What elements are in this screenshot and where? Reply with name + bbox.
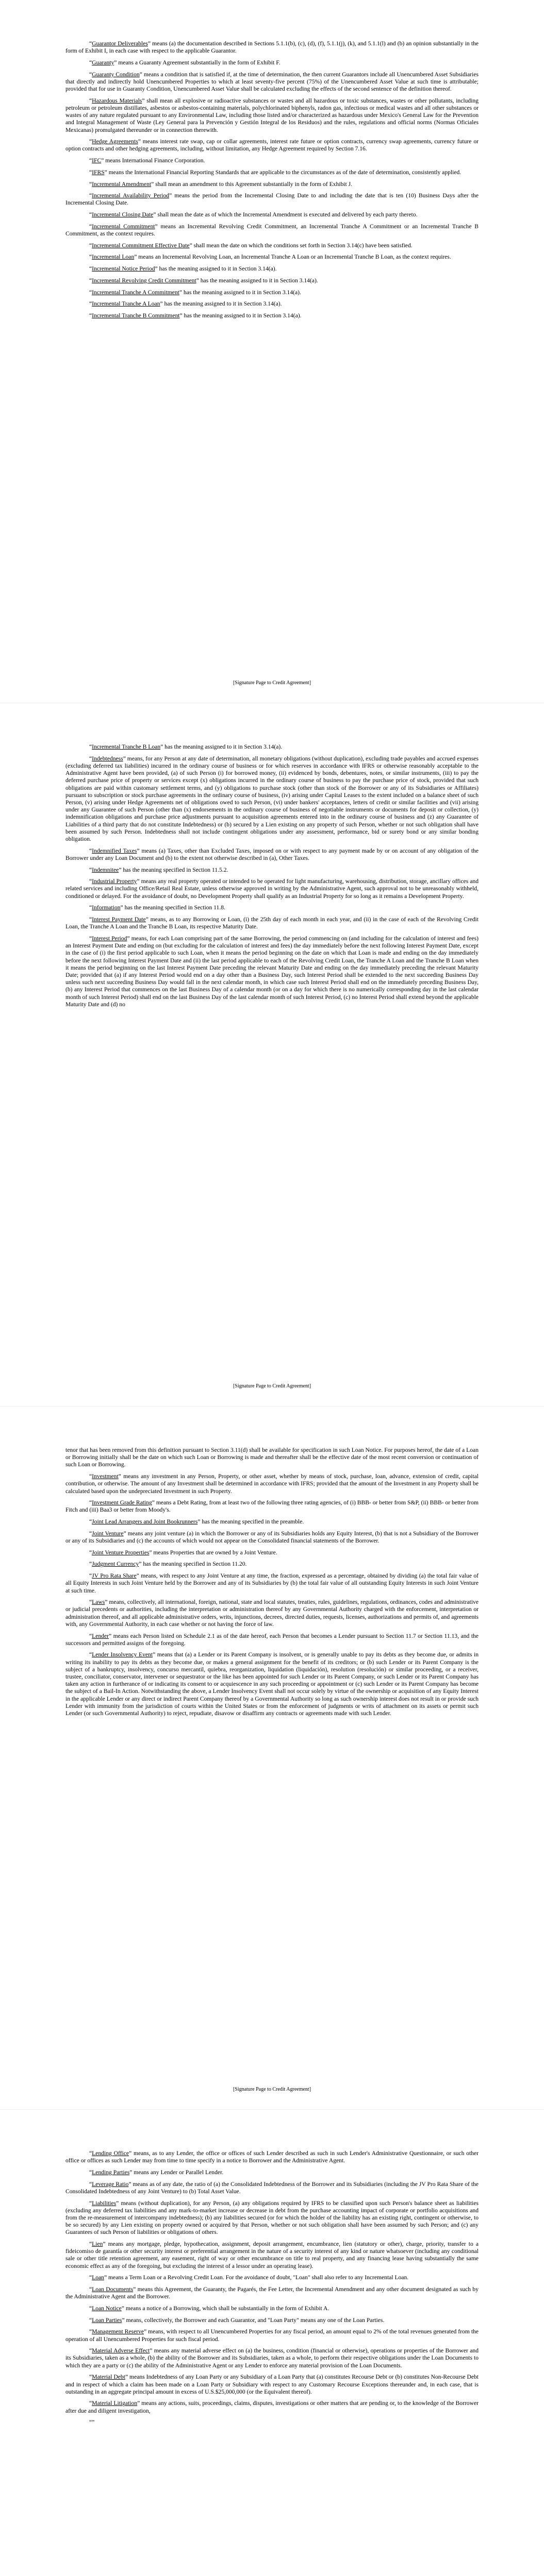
definition-text: means the period from the Incremental Closing Date to and including the date that is ten (10) Business Days after the Incremental Closing Date.	[65, 192, 479, 207]
definition-text: means any real property operated or intended to be operated for light manufacturing, warehousing, distribution, storage, ancillary offices and related services and including Office/Retail Real Estate, unless otherwise approved in writing by the Administrative Agent, such approval not to be unreasonably withheld, conditioned or delayed. For the avoidance of doubt, no Development Property shall qualify as an Industrial Property for so long as it remains a Development Property.	[65, 878, 479, 900]
definition-text: means this Agreement, the Guaranty, the Pagarés, the Fee Letter, the Incremental Amendment and any other document designated as such by the Administrative Agent and the Borrower.	[65, 2286, 479, 2300]
definition-text: means any actions, suits, proceedings, claims, disputes, investigations or other matters that are pending or, to the knowledge of the Borrower after due and diligent investigation,	[65, 2400, 479, 2414]
definition: “JV Pro Rata Share” means, with respect to any Joint Venture at any time, the fraction, expressed as a percentage, obtained by dividing (a) the total fair value of all Equity Interests in such Joint Venture held by the Borrower and any of its Subsidiaries by (b) the total fair value of all outstanding Equity Interests in such Joint Venture at such time.	[65, 1572, 479, 1594]
defined-term: Incremental Tranche B Commitment	[92, 312, 180, 319]
definition-text: has the meaning specified in Section 11.20.	[141, 1561, 247, 1568]
definition-text: shall mean all explosive or radioactive substances or wastes and all hazardous or toxic substances, wastes or other pollutants, including petroleum or petroleum distillates, asbestos or asbestos-containing materials, polychlorinated biphenyls, radon gas, infectious or medical wastes and all other substances or wastes of any nature regulated pursuant to any Environmental Law, including those listed and/or characterized as hazardous under Mexico's General Law for the Prevention and Integral Management of Waste (Ley General para la Prevención y Gestión Integral de los Residuos) and the rules, regulations and official norms (Normas Oficiales Mexicanas) promulgated thereunder or in connection therewith.	[65, 97, 479, 133]
defined-term: Incremental Tranche B Loan	[92, 743, 161, 750]
definition-text: means, collectively, all international, foreign, national, state and local statutes, treaties, rules, guidelines, regulations, ordinances, codes and administrative or judicial precedents or authorities, including the interpretation or administration thereof by any Governmental Authority charged with the enforcement, interpretation or administration thereof, and all applicable administrative orders, writs, injunctions, decrees, directed duties, requests, licenses, authorizations and permits of, and agreements with, any Governmental Authority, in each case whether or not having the force of law.	[65, 1599, 479, 1628]
definition: “Loan Documents” means this Agreement, the Guaranty, the Pagarés, the Fee Letter, the Incremental Amendment and any other document designated as such by the Administrative Agent and the Borrower.	[65, 2286, 479, 2300]
definition-text: has the meaning assigned to it in Section 3.14(a).	[199, 277, 318, 284]
defined-term: Incremental Closing Date	[92, 211, 154, 218]
definition: “Loan Parties” means, collectively, the Borrower and each Guarantor, and "Loan Party" means any one of the Loan Parties.	[89, 2316, 385, 2324]
definition: “Indemnified Taxes” means (a) Taxes, other than Excluded Taxes, imposed on or with respect to any payment made by or on account of any obligation of the Borrower under any Loan Document and (b) to the extent not otherwise described in (a), Other Taxes.	[65, 847, 479, 861]
definition-text: means, collectively, the Borrower and each Guarantor, and "Loan Party" means any one of the Loan Parties.	[124, 2316, 385, 2324]
defined-term: Incremental Tranche A Commitment	[92, 289, 179, 296]
definition: “Information” has the meaning specified in Section 11.8.	[89, 904, 225, 911]
definition: “Laws” means, collectively, all international, foreign, national, state and local statutes, treaties, rules, guidelines, regulations, ordinances, codes and administrative or judicial precedents or authorities, including the interpretation or administration thereof by any Governmental Authority charged with the enforcement, interpretation or administration thereof, and all applicable administrative orders, writs, injunctions, decrees, directed duties, requests, licenses, authorizations and permits of, and agreements with, any Governmental Authority, in each case whether or not having the force of law.	[65, 1599, 479, 1628]
definition: “Material Litigation” means any actions, suits, proceedings, claims, disputes, investigations or other matters that are pending or, to the knowledge of the Borrower after due and diligent investigation,	[65, 2400, 479, 2414]
definition-text: means any mortgage, pledge, hypothecation, assignment, deposit arrangement, encumbrance, lien (statutory or other), charge, priority, transfer to a fideicomiso de garantía or other security interest or preferential arrangement in the nature of a security interest of any kind or nature whatsoever (including any conditional sale or other title retention agreement, any easement, right of way or other encumbrance on title to real property, and any financing lease having substantially the same economic effect as any of the foregoing, but excluding the interest of a lessor under an operating lease).	[65, 2241, 479, 2269]
definition-text: means that (a) a Lender or its Parent Company is insolvent, or is generally unable to pay its debts as they become due, or admits in writing its inability to pay its debts as they become due, or makes a general assignment for the benefit of its creditors; or (b) such Lender or its Parent Company is the subject of a bankruptcy, insolvency, concurso mercantil, quiebra, reorganization, liquidation (liquidación), resolution (resolución) or similar proceeding, or a receiver, trustee, conciliator, conservator, intervener or sequestrator or the like has been appointed for such Lender or its Parent Company, or such Lender or its Parent Company has taken any action in furtherance of or indicating its consent to or acquiescence in any such proceeding or appointment or (c) such Lender or its Parent Company has become the subject of a Bail-In Action. Notwithstanding the above, a Lender Insolvency Event shall not occur solely by virtue of the ownership or acquisition of any Equity Interest in the applicable Lender or any direct or indirect Parent Company thereof by a Governmental Authority so long as such ownership interest does not result in or provide such Lender with immunity from the jurisdiction of courts within the United States or from the enforcement of judgments or writs of attachment on its assets or permit such Lender (or such Governmental Authority) to reject, repudiate, disavow or disaffirm any contracts or agreements made with such Lender.	[65, 1651, 479, 1717]
definition-text: has the meaning assigned to it in Section 3.14(a).	[182, 312, 302, 319]
defined-term: Laws	[92, 1599, 105, 1606]
definition: “Joint Lead Arrangers and Joint Bookrunners” has the meaning specified in the preamble.	[89, 1518, 304, 1526]
defined-term: Liabilities	[92, 2199, 117, 2207]
definitions-list	[65, 743, 479, 1013]
definition: “Joint Venture Properties” means Properties that are owned by a Joint Venture.	[89, 1549, 277, 1556]
defined-term: Interest Payment Date	[92, 916, 146, 923]
definition: “Lien” means any mortgage, pledge, hypothecation, assignment, deposit arrangement, encumbrance, lien (statutory or other), charge, priority, transfer to a fideicomiso de garantía or other security interest or preferential arrangement in the nature of a security interest of any kind or nature whatsoever (including any conditional sale or other title retention agreement, any easement, right of way or other encumbrance on title to real property, and any financing lease having substantially the same economic effect as any of the foregoing, but excluding the interest of a lessor under an operating lease).	[65, 2241, 479, 2269]
defined-term: Hazardous Materials	[92, 97, 142, 104]
defined-term: Loan Parties	[92, 2316, 122, 2324]
definition: “Incremental Tranche A Commitment” has the meaning assigned to it in Section 3.14(a).	[89, 289, 301, 296]
definition: “Incremental Tranche B Loan” has the meaning assigned to it in Section 3.14(a).	[89, 743, 283, 750]
definition-text: means any material adverse effect on (a) the business, condition (financial or otherwise), operations or properties of the Borrower and its Subsidiaries, taken as a whole, (b) the ability of the Borrower and its Subsidiaries, taken as a whole, to perform their respective obligations under the Loan Documents to which they are a party or (c) the ability of the Administrative Agent or any Lender to enforce any material provision of the Loan Documents.	[65, 2347, 479, 2369]
definition-text: has the meaning specified in Section 11.5.2.	[121, 866, 228, 873]
defined-term: Investment	[92, 1473, 119, 1480]
definition: “Loan Notice” means a notice of a Borrowing, which shall be substantially in the form of Exhibit A.	[89, 2304, 329, 2312]
definition-text: means (a) Taxes, other than Excluded Taxes, imposed on or with respect to any payment made by or on account of any obligation of the Borrower under any Loan Document and (b) to the extent not otherwise described in (a), Other Taxes.	[65, 847, 479, 861]
definition-text: has the meaning assigned to it in Section 3.14(a).	[157, 265, 277, 273]
definition: “Incremental Tranche A Loan” has the meaning assigned to it in Section 3.14(a).	[89, 300, 282, 308]
page-footer: [Signature Page to Credit Agreement]	[233, 1383, 311, 1389]
defined-term: Incremental Availability Period	[92, 192, 170, 199]
defined-term: Incremental Notice Period	[92, 265, 155, 273]
definition: “Lending Office” means, as to any Lender, the office or offices of such Lender described as such in such Lender's Administrative Questionnaire, or such other office or offices as such Lender may from time to time specify in a notice to Borrower and the Administrative Agent.	[65, 2150, 479, 2164]
definition-text: shall mean the date on which the conditions set forth in Section 3.14(c) have been satisfied.	[192, 242, 413, 249]
defined-term: Lien	[92, 2241, 103, 2248]
defined-term: Management Reserve	[92, 2328, 144, 2335]
definition: “Interest Period” means, for each Loan comprising part of the same Borrowing, the period commencing on (and including for the calculation of interest and fees) an Interest Payment Date and ending on (but excluding for the calculation of interest and fees) the day immediately before the next following Interest Payment Date, except in the case of (i) the first period applicable to such Loan, when it means the period beginning on the date on which that Loan is made and ending on the day immediately before the next following Interest Payment Date and (ii) the last period applicable to each of the Revolving Credit Loan, the Tranche A Loan and the Tranche B Loan when it means the period beginning on the last Interest Payment Date preceding the relevant Maturity Date and ending on the day immediately preceding the relevant Maturity Date; provided that (a) if any Interest Period would end on a day other than a Business Day, such Interest Period shall be extended to the next succeeding Business Day unless such next succeeding Business Day would fall in the next calendar month, in which case such Interest Period shall end on the immediately preceding Business Day, (b) any Interest Period that commences on the last Business Day of a calendar month (or on a day for which there is no numerically corresponding day in the last calendar month of such Interest Period) shall end on the last Business Day of the last calendar month of such Interest Period, (c) no Interest Period shall extend beyond the applicable Maturity Date and (d) no	[65, 935, 479, 1008]
defined-term: Material Adverse Effect	[92, 2347, 150, 2354]
definition-text: means, for any Person at any date of determination, all monetary obligations (without duplication), excluding trade payables and accrued expenses (excluding deferred tax liabilities) incurred in the ordinary course of business or for which reserves in accordance with IFRS or otherwise reasonably acceptable to the Administrative Agent have been provided, (a) of such Person (i) for borrowed money, (ii) evidenced by bonds, debentures, notes, or similar instruments, (iii) to pay the deferred purchase price of property or services except (x) obligations incurred in the ordinary course of business to pay the purchase price of stock, provided that such obligations are paid within customary settlement terms, and (y) obligations to purchase stock (other than stock of the Borrower or any of its Subsidiaries or Affiliates) pursuant to subscription or stock purchase agreements in the ordinary course of business, (iv) arising under Capital Leases to the extent included on a balance sheet of such Person, (v) arising under Hedge Agreements net of obligations owed to such Person, (vi) under bankers' acceptances, letters of credit or similar facilities and (vii) arising under any Guarantee of such Person (other than (x) endorsements in the ordinary course of business of negotiable instruments or documents for deposit or collection, (y) indemnification obligations and purchase price adjustments pursuant to acquisition agreements entered into in the ordinary course of business and (z) any Guarantee of Liabilities of a third party that do not constitute Indebtedness) or (b) secured by a Lien existing on any property of such Person, whether or not such obligation shall have been assumed by such Person. Indebtedness shall not include contingent obligations under any assessment, performance, bid or surety bond or any similar bonding obligation.	[65, 755, 479, 842]
definition: “Lender Insolvency Event” means that (a) a Lender or its Parent Company is insolvent, or is generally unable to pay its debts as they become due, or admits in writing its inability to pay its debts as they become due, or makes a general assignment for the benefit of its creditors; or (b) such Lender or its Parent Company is the subject of a bankruptcy, insolvency, concurso mercantil, quiebra, reorganization, liquidation (liquidación), resolution (resolución) or similar proceeding, or a receiver, trustee, conciliator, conservator, intervener or sequestrator or the like has been appointed for such Lender or its Parent Company, or such Lender or its Parent Company has taken any action in furtherance of or indicating its consent to or acquiescence in any such proceeding or appointment or (c) such Lender or its Parent Company has become the subject of a Bail-In Action. Notwithstanding the above, a Lender Insolvency Event shall not occur solely by virtue of the ownership or acquisition of any Equity Interest in the applicable Lender or any direct or indirect Parent Company thereof by a Governmental Authority so long as such ownership interest does not result in or provide such Lender with immunity from the jurisdiction of courts within the United States or from the enforcement of judgments or writs of attachment on its assets or permit such Lender (or such Governmental Authority) to reject, repudiate, disavow or disaffirm any contracts or agreements made with such Lender.	[65, 1651, 479, 1717]
definition-text: means any Lender or Parallel Lender.	[132, 2168, 224, 2176]
definition: “Incremental Amendment” shall mean an amendment to this Agreement substantially in the form of Exhibit J.	[89, 180, 353, 188]
definition-text: means a condition that is satisfied if, at the time of determination, the then current Guarantors include all Unencumbered Asset Subsidiaries that directly and indirectly hold Unencumbered Properties to which at least seventy-five percent (75%) of the Unencumbered Asset Value at such time is attributable; provided that for use in Guaranty Condition, Unencumbered Asset Value shall be calculated excluding the effects of the second sentence of the definition thereof.	[65, 71, 479, 93]
definition-text: has the meaning assigned to it in Section 3.14(a).	[163, 743, 283, 750]
defined-term: Material Litigation	[92, 2400, 138, 2407]
defined-term: Hedge Agreements	[92, 138, 138, 145]
definitions-list	[65, 40, 479, 324]
definition-text: means a Guaranty Agreement substantially in the form of Exhibit F.	[117, 59, 281, 66]
defined-term: Interest Period	[92, 935, 127, 942]
defined-term: Joint Venture	[92, 1530, 124, 1537]
definition-text: means, as to any Borrowing or Loan, (i) the 25th day of each month in each year, and (ii) in the case of each of the Revolving Credit Loan, the Tranche A Loan and the Tranche B Loan, its respective Maturity Date.	[65, 916, 479, 930]
defined-term: Loan Documents	[92, 2286, 134, 2293]
definition-text: has the meaning specified in Section 11.8.	[123, 904, 225, 911]
definition: “Investment” means any investment in any Person, Property, or other asset, whether by means of stock, purchase, loan, advance, extension of credit, capital contribution, or otherwise. The amount of any Investment shall be determined in accordance with IFRS; provided that the amount of the Investment in any Property shall be calculated based upon the undepreciated Investment in such Property.	[65, 1473, 479, 1495]
defined-term: Guaranty	[92, 59, 114, 66]
defined-term: Guaranty Condition	[92, 71, 140, 78]
defined-term: Lending Parties	[92, 2168, 130, 2176]
definition: “Industrial Property” means any real property operated or intended to be operated for light manufacturing, warehousing, distribution, storage, ancillary offices and related services and including Office/Retail Real Estate, unless otherwise approved in writing by the Administrative Agent, such approval not to be unreasonably withheld, conditioned or delayed. For the avoidance of doubt, no Development Property shall qualify as an Industrial Property for so long as it remains a Development Property.	[65, 878, 479, 900]
defined-term: IFC	[92, 157, 102, 164]
defined-term: Investment Grade Rating	[92, 1499, 152, 1506]
definition: “Loan” means a Term Loan or a Revolving Credit Loan. For the avoidance of doubt, "Loan" shall also refer to any Incremental Loan.	[89, 2274, 409, 2281]
defined-term: Material Debt	[92, 2374, 125, 2381]
definition: “Indebtedness” means, for any Person at any date of determination, all monetary obligations (without duplication), excluding trade payables and accrued expenses (excluding deferred tax liabilities) incurred in the ordinary course of business or for which reserves in accordance with IFRS or otherwise reasonably acceptable to the Administrative Agent have been provided, (a) of such Person (i) for borrowed money, (ii) evidenced by bonds, debentures, notes, or similar instruments, (iii) to pay the deferred purchase price of property or services except (x) obligations incurred in the ordinary course of business to pay the purchase price of stock, provided that such obligations are paid within customary settlement terms, and (y) obligations to purchase stock (other than stock of the Borrower or any of its Subsidiaries or Affiliates) pursuant to subscription or stock purchase agreements in the ordinary course of business, (iv) arising under Capital Leases to the extent included on a balance sheet of such Person, (v) arising under Hedge Agreements net of obligations owed to such Person, (vi) under bankers' acceptances, letters of credit or similar facilities and (vii) arising under any Guarantee of such Person (other than (x) endorsements in the ordinary course of business of negotiable instruments or documents for deposit or collection, (y) indemnification obligations and purchase price adjustments pursuant to acquisition agreements entered into in the ordinary course of business and (z) any Guarantee of Liabilities of a third party that do not constitute Indebtedness) or (b) secured by a Lien existing on any property of such Person, whether or not such obligation shall have been assumed by such Person. Indebtedness shall not include contingent obligations under any assessment, performance, bid or surety bond or any similar bonding obligation.	[65, 755, 479, 842]
definition: “Hedge Agreements” means interest rate swap, cap or collar agreements, interest rate future or option contracts, currency swap agreements, currency future or option contracts and other hedging agreements, including, without limitation, any Hedge Agreement required by Section 7.16.	[65, 138, 479, 152]
defined-term: Indebtedness	[92, 755, 123, 762]
definition: “Incremental Commitment” means an Incremental Revolving Credit Commitment, an Incremental Tranche A Commitment or an Incremental Tranche B Commitment, as the context requires.	[65, 223, 479, 238]
page-footer: [Signature Page to Credit Agreement]	[233, 680, 311, 686]
definition-text: means a Debt Rating, from at least two of the following three rating agencies, of (i) BBB- or better from S&P, (ii) BBB- or better from Fitch and (iii) Baa3 or better from Moody's.	[65, 1499, 479, 1514]
definition: “”	[89, 2419, 95, 2426]
definition-text: means the International Financial Reporting Standards that are applicable to the circumstances as of the date of determination, consistently applied.	[107, 168, 461, 176]
definition-text: has the meaning assigned to it in Section 3.14(a).	[162, 300, 282, 308]
defined-term: Indemnified Taxes	[92, 847, 137, 854]
document-page-1	[0, 0, 544, 703]
definition: “Liabilities” means (without duplication), for any Person, (a) any obligations required by IFRS to be classified upon such Person's balance sheet as liabilities (excluding any deferred tax liabilities and any mark-to-market increase or decrease in debt from the purchase accounting impact of corporate or portfolio acquisitions and from the re-measurement of intercompany indebtedness); (b) any liabilities secured (or for which the holder of the liability has an existing right, contingent or otherwise, to be so secured) by any Lien existing on property owned or acquired by that Person, whether or not such obligation shall have been assumed by such Person; and (c) any Guarantees of such Person of liabilities or obligations of others.	[65, 2199, 479, 2236]
definition-text: means, for each Loan comprising part of the same Borrowing, the period commencing on (and including for the calculation of interest and fees) an Interest Payment Date and ending on (but excluding for the calculation of interest and fees) the day immediately before the next following Interest Payment Date, except in the case of (i) the first period applicable to such Loan, when it means the period beginning on the date on which that Loan is made and ending on the day immediately before the next following Interest Payment Date and (ii) the last period applicable to each of the Revolving Credit Loan, the Tranche A Loan and the Tranche B Loan when it means the period beginning on the last Interest Payment Date preceding the relevant Maturity Date and ending on the day immediately preceding the relevant Maturity Date; provided that (a) if any Interest Period would end on a day other than a Business Day, such Interest Period shall be extended to the next succeeding Business Day unless such next succeeding Business Day would fall in the next calendar month, in which case such Interest Period shall end on the immediately preceding Business Day, (b) any Interest Period that commences on the last Business Day of a calendar month (or on a day for which there is no numerically corresponding day in the last calendar month of such Interest Period) shall end on the last Business Day of the last calendar month of such Interest Period, (c) no Interest Period shall extend beyond the applicable Maturity Date and (d) no	[65, 935, 479, 1008]
definition: “Hazardous Materials” shall mean all explosive or radioactive substances or wastes and all hazardous or toxic substances, wastes or other pollutants, including petroleum or petroleum distillates, asbestos or asbestos-containing materials, polychlorinated biphenyls, radon gas, infectious or medical wastes and all other substances or wastes of any nature regulated pursuant to any Environmental Law, including those listed and/or characterized as hazardous under Mexico's General Law for the Prevention and Integral Management of Waste (Ley General para la Prevención y Gestión Integral de los Residuos) and the rules, regulations and official norms (Normas Oficiales Mexicanas) promulgated thereunder or in connection therewith.	[65, 97, 479, 133]
definition-text: means any joint venture (a) in which the Borrower or any of its Subsidiaries holds any Equity Interest, (b) that is not a Subsidiary of the Borrower or any of its Subsidiaries and (c) the accounts of which would not appear on the Consolidated financial statements of the Borrower.	[65, 1530, 479, 1545]
defined-term: Indemnitee	[92, 866, 119, 873]
defined-term: Guarantor Deliverables	[92, 40, 148, 47]
definition-text: means an Incremental Revolving Credit Commitment, an Incremental Tranche A Commitment or an Incremental Tranche B Commitment, as the context requires.	[65, 223, 479, 238]
definition: “Incremental Closing Date” shall mean the date as of which the Incremental Amendment is executed and delivered by each party thereto.	[89, 211, 418, 218]
definition-text: means, with respect to any Joint Venture at any time, the fraction, expressed as a percentage, obtained by dividing (a) the total fair value of all Equity Interests in such Joint Venture held by the Borrower and any of its Subsidiaries by (b) the total fair value of all outstanding Equity Interests in such Joint Venture at such time.	[65, 1572, 479, 1594]
definition: “IFRS” means the International Financial Reporting Standards that are applicable to the circumstances as of the date of determination, consistently applied.	[89, 168, 461, 176]
definition: “Incremental Notice Period” has the meaning assigned to it in Section 3.14(a).	[89, 265, 277, 273]
definition: “Guaranty Condition” means a condition that is satisfied if, at the time of determination, the then current Guarantors include all Unencumbered Asset Subsidiaries that directly and indirectly hold Unencumbered Properties to which at least seventy-five percent (75%) of the Unencumbered Asset Value at such time is attributable; provided that for use in Guaranty Condition, Unencumbered Asset Value shall be calculated excluding the effects of the second sentence of the definition thereof.	[65, 71, 479, 93]
definition: “Management Reserve” means, with respect to all Unencumbered Properties for any fiscal period, an amount equal to 2% of the total revenues generated from the operation of all Unencumbered Properties for such fiscal period.	[65, 2328, 479, 2343]
definition: “Material Adverse Effect” means any material adverse effect on (a) the business, condition (financial or otherwise), operations or properties of the Borrower and its Subsidiaries, taken as a whole, (b) the ability of the Borrower and its Subsidiaries, taken as a whole, to perform their respective obligations under the Loan Documents to which they are a party or (c) the ability of the Administrative Agent or any Lender to enforce any material provision of the Loan Documents.	[65, 2347, 479, 2369]
defined-term: Incremental Loan	[92, 253, 135, 261]
definition-text: means as of any date, the ratio of (a) the Consolidated Indebtedness of the Borrower and its Subsidiaries (including the JV Pro Rata Share of the Consolidated Indebtedness of any Joint Venture) to (b) Total Asset Value.	[65, 2180, 479, 2195]
defined-term: Incremental Commitment	[92, 223, 155, 230]
definition: “Incremental Loan” means an Incremental Revolving Loan, an Incremental Tranche A Loan or an Incremental Tranche B Loan, as the context requires.	[89, 253, 451, 261]
definition: “Lending Parties” means any Lender or Parallel Lender.	[89, 2168, 224, 2176]
definition-text: means, with respect to all Unencumbered Properties for any fiscal period, an amount equal to 2% of the total revenues generated from the operation of all Unencumbered Properties for such fiscal period.	[65, 2328, 479, 2343]
defined-term: Loan	[92, 2274, 104, 2281]
defined-term: Joint Lead Arrangers and Joint Bookrunners	[92, 1518, 198, 1526]
document-page-2	[0, 703, 544, 1406]
definition: “Guaranty” means a Guaranty Agreement substantially in the form of Exhibit F.	[89, 59, 281, 66]
definition-text: means a Term Loan or a Revolving Credit Loan. For the avoidance of doubt, "Loan" shall also refer to any Incremental Loan.	[107, 2274, 409, 2281]
document-page-3	[0, 1406, 544, 2110]
definition-text: means interest rate swap, cap or collar agreements, interest rate future or option contracts, currency swap agreements, currency future or option contracts and other hedging agreements, including, without limitation, any Hedge Agreement required by Section 7.16.	[65, 138, 479, 152]
definitions-list	[65, 2150, 479, 2431]
definition-text: means an Incremental Revolving Loan, an Incremental Tranche A Loan or an Incremental Tranche B Loan, as the context requires.	[137, 253, 451, 261]
definition-text: means (without duplication), for any Person, (a) any obligations required by IFRS to be classified upon such Person's balance sheet as liabilities (excluding any deferred tax liabilities and any mark-to-market increase or decrease in debt from the purchase accounting impact of corporate or portfolio acquisitions and from the re-measurement of intercompany indebtedness); (b) any liabilities secured (or for which the holder of the liability has an existing right, contingent or otherwise, to be so secured) by any Lien existing on property owned or acquired by that Person, whether or not such obligation shall have been assumed by such Person; and (c) any Guarantees of such Person of liabilities or obligations of others.	[65, 2199, 479, 2236]
definition: “Indemnitee” has the meaning specified in Section 11.5.2.	[89, 866, 228, 873]
defined-term: IFRS	[92, 168, 105, 176]
definition-text: means Indebtedness of any Loan Party or any Subsidiary of a Loan Party that (a) constitutes Recourse Debt or (b) constitutes Non-Recourse Debt and in respect of which a claim has been made on a Loan Party or Subsidiary with respect to any Customary Recourse Exceptions thereunder and, in each case, that is outstanding in an aggregate principal amount in excess of U.S.$25,000,000 (or the Equivalent thereof).	[65, 2374, 479, 2395]
definition: “Incremental Commitment Effective Date” shall mean the date on which the conditions set forth in Section 3.14(c) have been satisfied.	[89, 242, 413, 249]
definition-text: means (a) the documentation described in Sections 5.1.1(b), (c), (d), (f), 5.1.1(j), (k), and 5.1.1(l) and (b) an opinion substantially in the form of Exhibit I, in each case with respect to the applicable Guarantor.	[65, 40, 479, 55]
definition: “Leverage Ratio” means as of any date, the ratio of (a) the Consolidated Indebtedness of the Borrower and its Subsidiaries (including the JV Pro Rata Share of the Consolidated Indebtedness of any Joint Venture) to (b) Total Asset Value.	[65, 2180, 479, 2195]
definition-text: means International Finance Corporation.	[104, 157, 205, 164]
defined-term: Incremental Tranche A Loan	[92, 300, 160, 308]
page-footer: [Signature Page to Credit Agreement]	[233, 2087, 311, 2092]
definition: “Guarantor Deliverables” means (a) the documentation described in Sections 5.1.1(b), (c), (d), (f), 5.1.1(j), (k), and 5.1.1(l) and (b) an opinion substantially in the form of Exhibit I, in each case with respect to the applicable Guarantor.	[65, 40, 479, 55]
definition-text: shall mean an amendment to this Agreement substantially in the form of Exhibit J.	[154, 180, 353, 188]
definition: “Incremental Availability Period” means the period from the Incremental Closing Date to and including the date that is ten (10) Business Days after the Incremental Closing Date.	[65, 192, 479, 207]
definitions-list	[65, 1447, 479, 1722]
definition-text: tenor that has been removed from this definition pursuant to Section 3.11(d) shall be available for specification in such Loan Notice. For purposes hereof, the date of a Loan or Borrowing initially shall be the date on which such Loan or Borrowing is made and thereafter shall be the effective date of the most recent conversion or continuation of such Loan or Borrowing.	[65, 1447, 479, 1468]
definition-text: means each Person listed on Schedule 2.1 as of the date hereof, each Person that becomes a Lender pursuant to Section 11.7 or Section 11.13, and the successors and permitted assigns of the foregoing.	[65, 1632, 479, 1647]
definition: “Material Debt” means Indebtedness of any Loan Party or any Subsidiary of a Loan Party that (a) constitutes Recourse Debt or (b) constitutes Non-Recourse Debt and in respect of which a claim has been made on a Loan Party or Subsidiary with respect to any Customary Recourse Exceptions thereunder and, in each case, that is outstanding in an aggregate principal amount in excess of U.S.$25,000,000 (or the Equivalent thereof).	[65, 2374, 479, 2395]
definition-text: shall mean the date as of which the Incremental Amendment is executed and delivered by each party thereto.	[156, 211, 418, 218]
definition-text: has the meaning assigned to it in Section 3.14(a).	[182, 289, 301, 296]
defined-term: Lender Insolvency Event	[92, 1651, 153, 1658]
defined-term: Lending Office	[92, 2150, 129, 2157]
defined-term: Industrial Property	[92, 878, 137, 885]
defined-term: Incremental Revolving Credit Commitment	[92, 277, 196, 284]
definition: “Incremental Tranche B Commitment” has the meaning assigned to it in Section 3.14(a).	[89, 312, 302, 319]
definition-text: means any investment in any Person, Property, or other asset, whether by means of stock, purchase, loan, advance, extension of credit, capital contribution, or otherwise. The amount of any Investment shall be determined in accordance with IFRS; provided that the amount of the Investment in any Property shall be calculated based upon the undepreciated Investment in such Property.	[65, 1473, 479, 1495]
definition-text: means a notice of a Borrowing, which shall be substantially in the form of Exhibit A.	[124, 2304, 329, 2312]
definition-text: has the meaning specified in the preamble.	[200, 1518, 304, 1526]
document-page-4	[0, 2110, 544, 2576]
definition: “Judgment Currency” has the meaning specified in Section 11.20.	[89, 1561, 247, 1568]
defined-term: Joint Venture Properties	[92, 1549, 150, 1556]
defined-term: JV Pro Rata Share	[92, 1572, 137, 1580]
definition-text: means, as to any Lender, the office or offices of such Lender described as such in such Lender's Administrative Questionnaire, or such other office or offices as such Lender may from time to time specify in a notice to Borrower and the Administrative Agent.	[65, 2150, 479, 2164]
defined-term: Incremental Commitment Effective Date	[92, 242, 190, 249]
defined-term: Lender	[92, 1632, 109, 1639]
defined-term: Loan Notice	[92, 2304, 122, 2312]
definition: “Joint Venture” means any joint venture (a) in which the Borrower or any of its Subsidiaries holds any Equity Interest, (b) that is not a Subsidiary of the Borrower or any of its Subsidiaries and (c) the accounts of which would not appear on the Consolidated financial statements of the Borrower.	[65, 1530, 479, 1545]
definition: “Incremental Revolving Credit Commitment” has the meaning assigned to it in Section 3.14(a).	[89, 277, 318, 284]
definition: “Interest Payment Date” means, as to any Borrowing or Loan, (i) the 25th day of each month in each year, and (ii) in the case of each of the Revolving Credit Loan, the Tranche A Loan and the Tranche B Loan, its respective Maturity Date.	[65, 916, 479, 930]
definition: “IFC” means International Finance Corporation.	[89, 157, 205, 164]
defined-term: Incremental Amendment	[92, 180, 152, 188]
definition-text: means Properties that are owned by a Joint Venture.	[152, 1549, 277, 1556]
definition: “Investment Grade Rating” means a Debt Rating, from at least two of the following three rating agencies, of (i) BBB- or better from S&P, (ii) BBB- or better from Fitch and (iii) Baa3 or better from Moody's.	[65, 1499, 479, 1514]
defined-term: Leverage Ratio	[92, 2180, 129, 2188]
defined-term: Judgment Currency	[92, 1561, 139, 1568]
defined-term: Information	[92, 904, 121, 911]
definition: “Lender” means each Person listed on Schedule 2.1 as of the date hereof, each Person that becomes a Lender pursuant to Section 11.7 or Section 11.13, and the successors and permitted assigns of the foregoing.	[65, 1632, 479, 1647]
definition-continuation	[65, 1447, 479, 1469]
